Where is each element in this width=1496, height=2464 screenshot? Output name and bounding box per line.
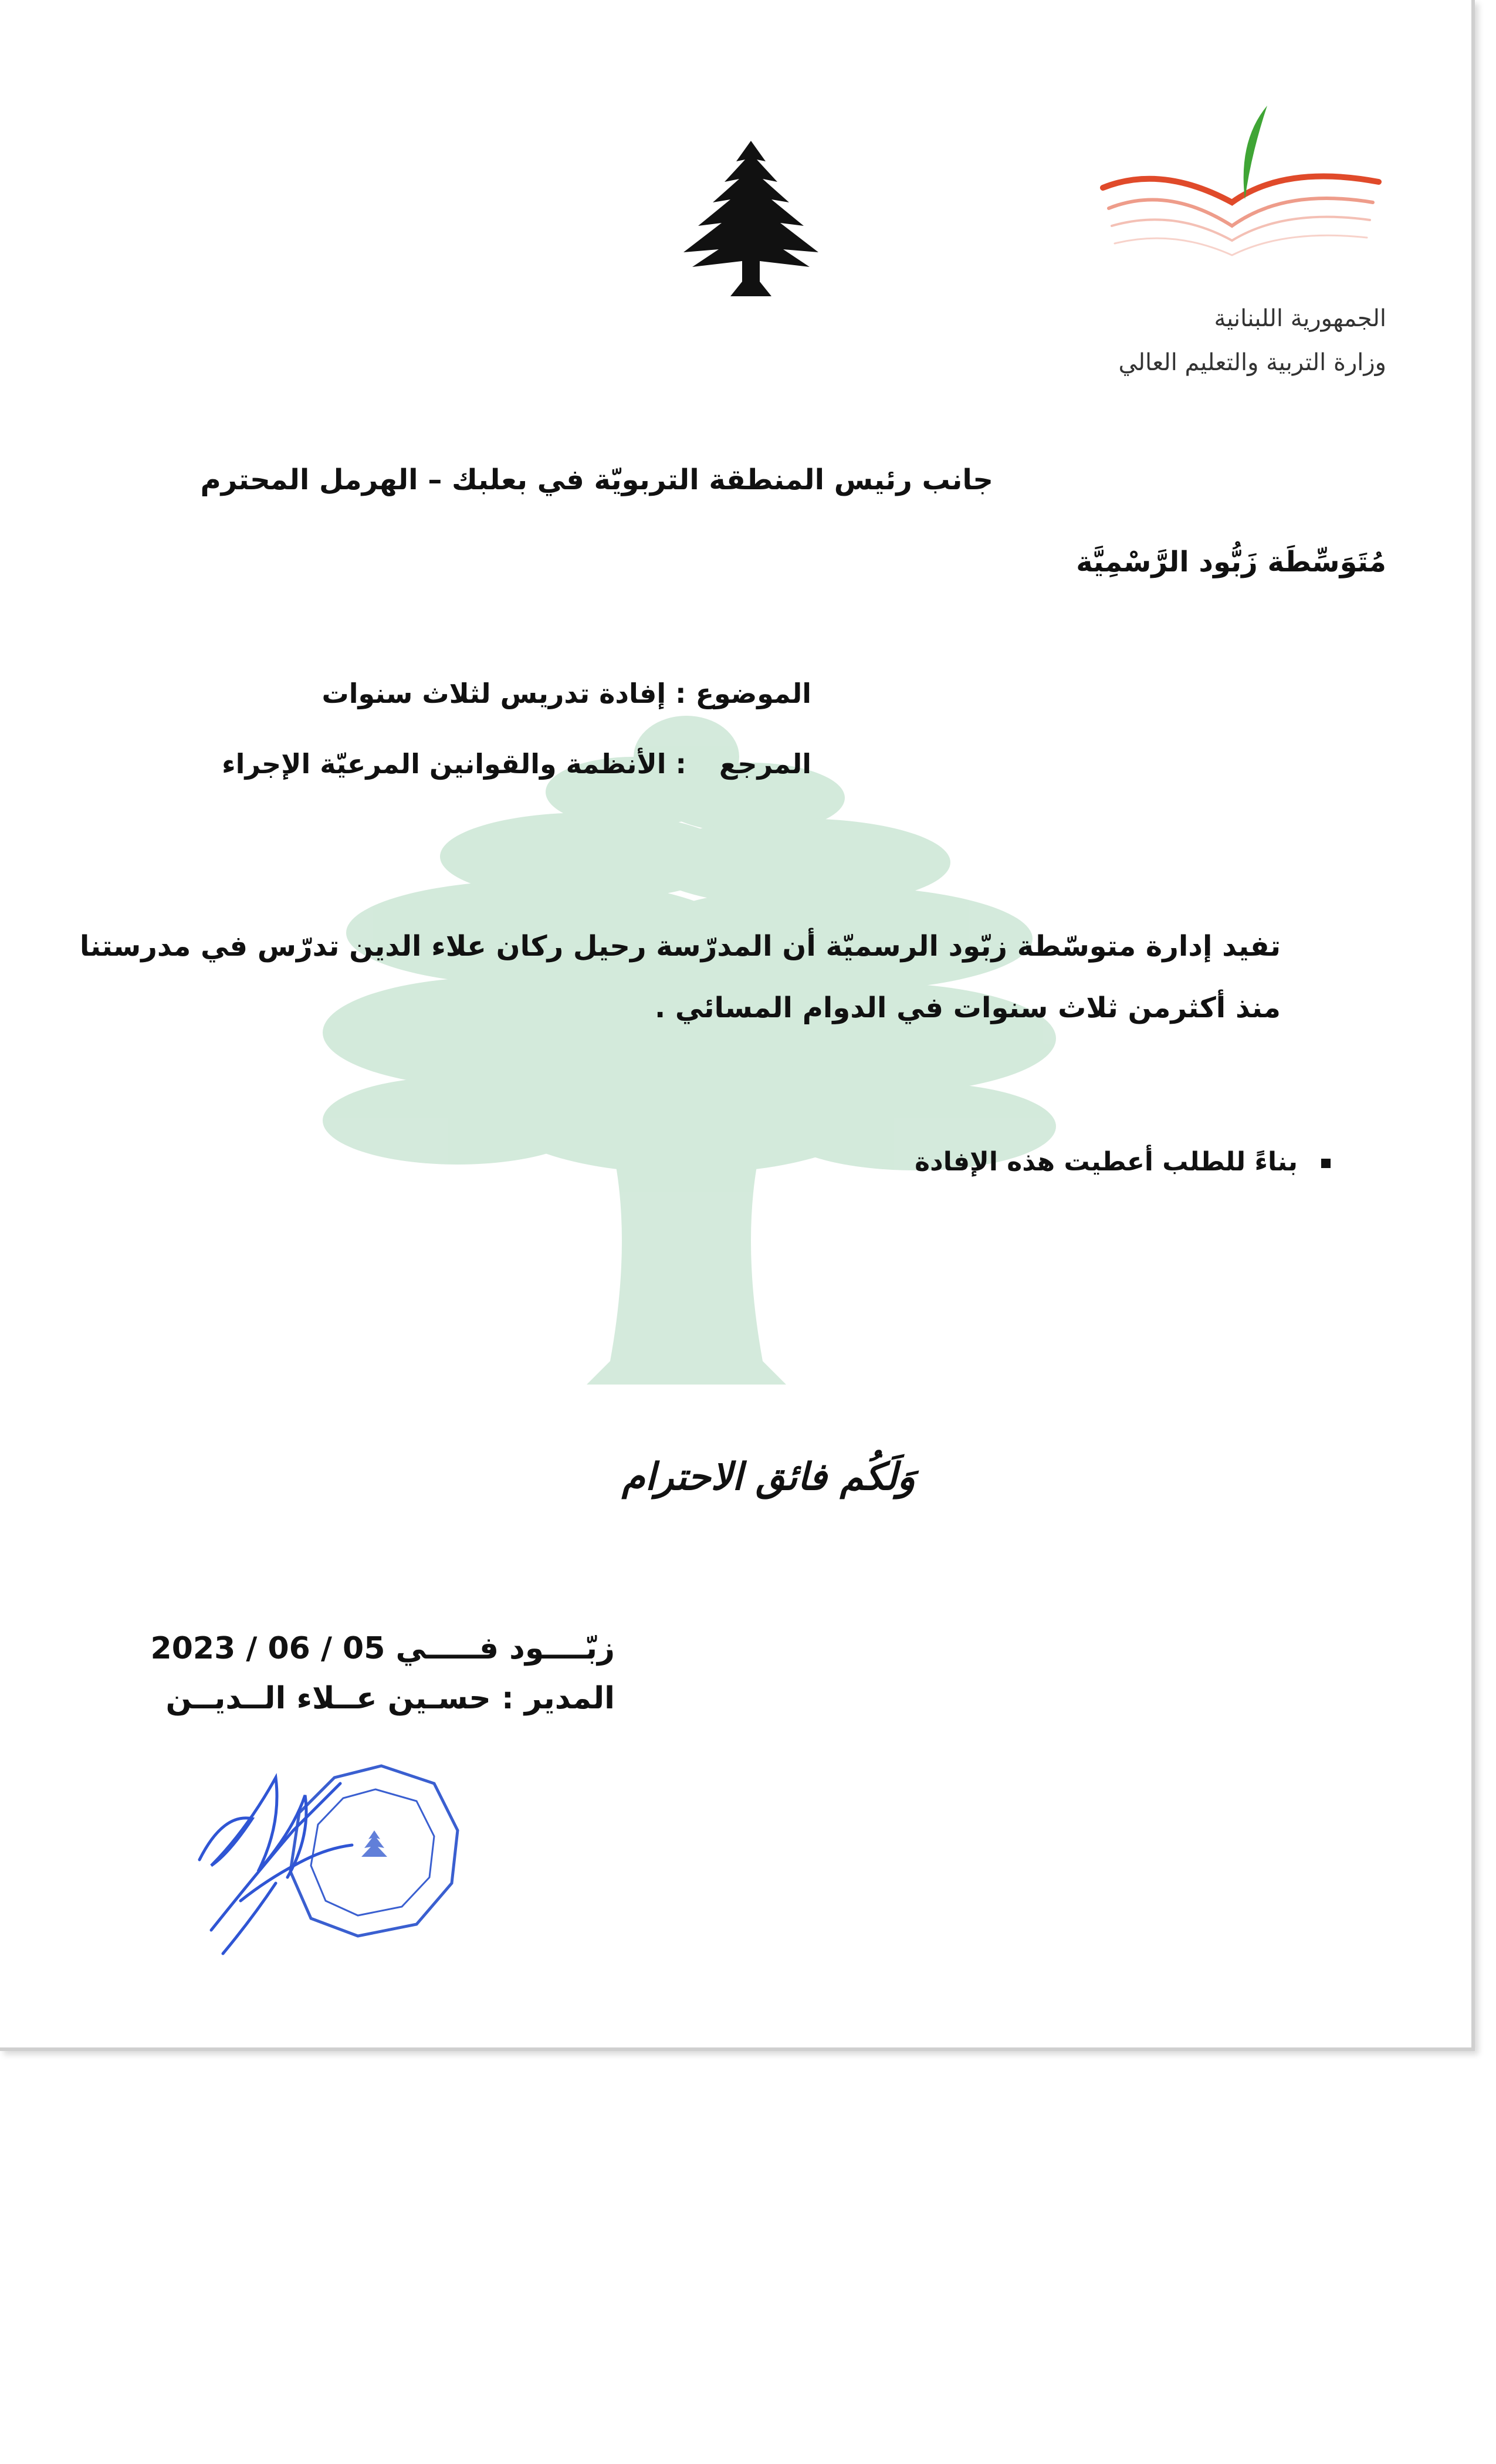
recipient-line: جانب رئيس المنطقة التربويّة في بعلبك – الهرمل المحترم [200, 463, 993, 496]
official-stamp [188, 1742, 493, 1965]
subject-line [322, 678, 812, 709]
body-line-1: تفيد إدارة متوسّطة زبّود الرسميّة أن المدرّسة رحيل ركان علاء الدين تدرّس في مدرستنا [79, 930, 1281, 963]
reference-line [222, 748, 811, 780]
body-line-2: منذ أكثرمن ثلاث سنوات في الدوام المسائي . [654, 991, 1281, 1024]
subject-label: الموضوع : [675, 678, 811, 709]
bullet-item [915, 1147, 1331, 1177]
bullet-text: بناءً للطلب أعطيت هذه الإفادة [915, 1147, 1298, 1177]
ministry-name-line-1: الجمهورية اللبنانية [1214, 305, 1386, 332]
bullet-square-icon [1321, 1159, 1331, 1168]
reference-label: المرجع [719, 748, 811, 780]
cedar-emblem [663, 135, 839, 317]
ministry-name-line-2: وزارة التربية والتعليم العالي [1118, 349, 1386, 376]
date-line: زبّــــود فـــــي 05 / 06 / 2023 [150, 1631, 615, 1666]
ministry-logo [1091, 100, 1396, 311]
closing-phrase: وَلَكُم فائق الاحترام [622, 1455, 916, 1499]
subject-value: إفادة تدريس لثلاث سنوات [321, 678, 666, 709]
director-line: المدير : حسـين عــلاء الــديــن [165, 1681, 615, 1716]
school-name: مُتَوَسِّطَة زَبُّود الرَّسْمِيَّة [1076, 546, 1386, 578]
handwritten-signature [199, 1778, 352, 1954]
reference-value: : الأنظمة والقوانين المرعيّة الإجراء [222, 748, 686, 780]
